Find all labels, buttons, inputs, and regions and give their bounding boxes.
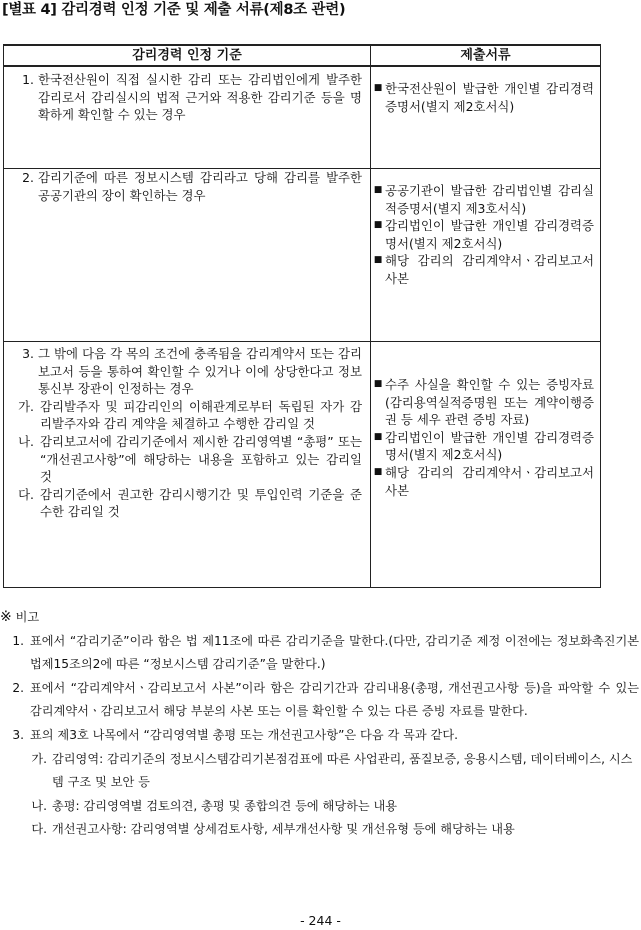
criteria-cell-3 [4, 342, 371, 588]
criteria-table [3, 44, 601, 588]
criteria-text: 그 밖에 다음 각 목의 조건에 충족됨을 감리계약서 또는 감리보고서 등을 통하여 확인할 수 있거나 이에 상당한다고 정보통신부 장관이 인정하는 경우 [38, 346, 362, 397]
reference-mark-icon: ※ [0, 609, 12, 625]
document-text: 공공기관이 발급한 감리법인별 감리실적증명서(별지 제3호서식) [385, 183, 594, 216]
table-row [4, 169, 601, 342]
notes-title: 비고 [15, 610, 40, 624]
table-row [4, 342, 601, 588]
header-criteria: 감리경력 인정 기준 [4, 45, 371, 66]
notes-heading [0, 606, 641, 630]
note-item: 2. 표에서 “감리계약서ㆍ감리보고서 사본”이라 함은 감리기간과 감리내용(총평, 개선권고사항 등)을 파악할 수 있는 감리계약서ㆍ감리보고서 해당 부분의 사본 또는 이를 확인할 수 있는 다른 증빙 자료를 말한다. [12, 680, 639, 719]
note-sub-item: 나. 총평: 감리영역별 검토의견, 총평 및 종합의견 등에 해당하는 내용 [31, 798, 398, 813]
sub-item-text: 감리보고서에 감리기준에서 제시한 감리영역별 “총평” 또는 “개선권고사항”에 해당하는 내용을 포함하고 있는 감리일 것 [40, 433, 362, 485]
sub-item-text: 감리기준에서 권고한 감리시행기간 및 투입인력 기준을 준수한 감리일 것 [40, 486, 362, 520]
page-number: - 244 - [300, 913, 341, 928]
document-text: 해당 감리의 감리계약서ㆍ감리보고서 사본 [385, 253, 594, 286]
note-item: 3. 표의 제3호 나목에서 “감리영역별 총평 또는 개선권고사항”은 다음 각 목과 같다. [12, 727, 458, 742]
document-title: [별표 4] 감리경력 인정 기준 및 제출 서류(제8조 관련) [2, 2, 346, 18]
criteria-cell-2 [4, 169, 371, 342]
document-text: 수주 사실을 확인할 수 있는 증빙자료(감리용역실적증명원 또는 계약이행증권 등 세우 관련 증빙 자료) [385, 377, 594, 428]
sub-item-number: 나. [18, 433, 34, 449]
notes-section [0, 606, 641, 842]
bullet-icon: ■ [373, 431, 383, 442]
document-text: 해당 감리의 감리계약서ㆍ감리보고서 사본 [385, 464, 594, 498]
note-sub-item: 가. 감리영역: 감리기준의 정보시스템감리기본점검표에 따른 사업관리, 품질보증, 응용시스템, 데이터베이스, 시스템 구조 및 보안 등 [31, 751, 633, 790]
criteria-text: 한국전산원이 직접 실시한 감리 또는 감리법인에게 발주한 감리로서 감리실시의 법적 근거와 적용한 감리기준 등을 명확하게 확인할 수 있는 경우 [38, 72, 362, 123]
item-number: 3. [22, 346, 34, 361]
sub-item-number: 다. [18, 486, 34, 502]
bullet-icon: ■ [373, 466, 383, 477]
bullet-icon: ■ [373, 220, 383, 231]
criteria-cell-1 [4, 66, 371, 169]
bullet-icon: ■ [373, 379, 383, 389]
documents-cell-1 [371, 66, 601, 169]
documents-cell-3 [371, 342, 601, 588]
sub-item-number: 가. [18, 398, 34, 414]
bullet-icon: ■ [373, 83, 383, 93]
document-text: 감리법인이 발급한 개인별 감리경력증명서(별지 제2호서식) [385, 429, 594, 463]
item-number: 1. [22, 72, 34, 87]
header-documents: 제출서류 [371, 45, 601, 66]
note-sub-item: 다. 개선권고사항: 감리영역별 상세검토사항, 세부개선사항 및 개선유형 등에 해당하는 내용 [31, 822, 515, 837]
sub-item-text: 감리발주자 및 피감리인의 이해관계로부터 독립된 자가 감리발주자와 감리 계약을 체결하고 수행한 감리일 것 [40, 398, 362, 432]
bullet-icon: ■ [373, 255, 383, 266]
document-text: 한국전산원이 발급한 개인별 감리경력증명서(별지 제2호서식) [385, 81, 594, 114]
criteria-text: 감리기준에 따른 정보시스템 감리라고 당해 감리를 발주한 공공기관의 장이 확인하는 경우 [38, 170, 362, 203]
document-text: 감리법인이 발급한 개인별 감리경력증명서(별지 제2호서식) [385, 218, 594, 251]
documents-cell-2 [371, 169, 601, 342]
table-row [4, 66, 601, 169]
note-item: 1. 표에서 “감리기준”이라 함은 법 제11조에 따른 감리기준을 말한다.(다만, 감리기준 제정 이전에는 정보화촉진기본법제15조의2에 따른 “정보시스템 감리기준”을 말한다.) [12, 633, 639, 672]
bullet-icon: ■ [373, 185, 383, 195]
table-header-row [4, 45, 601, 66]
item-number: 2. [22, 170, 34, 185]
